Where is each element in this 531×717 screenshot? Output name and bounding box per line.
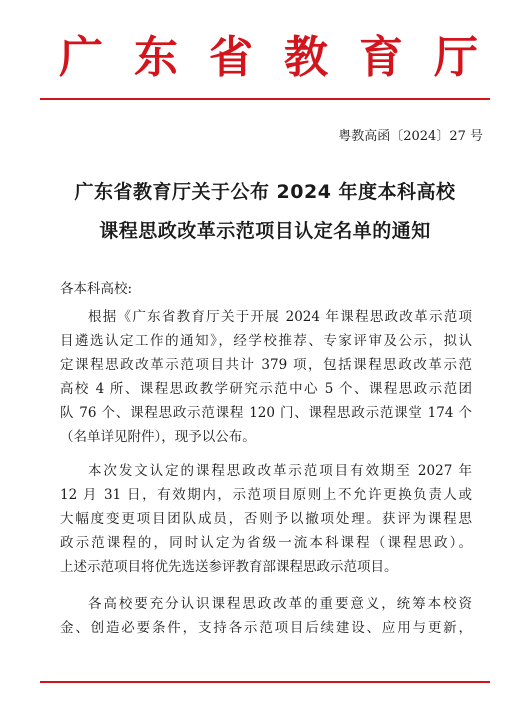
masthead-char: 省 [209, 32, 253, 83]
body-line: 上述示范项目将优先选送参评教育部课程思政示范项目。 [60, 559, 398, 575]
body-line: 定课程思政改革示范项目共计 379 项，包括课程思政改革示范 [60, 357, 472, 373]
body-line: 高校 4 所、课程思政教学研究示范中心 5 个、课程思政示范团 [60, 381, 472, 397]
masthead-char: 教 [284, 32, 328, 83]
masthead-char: 厅 [434, 32, 478, 83]
body-line: 政示范课程的，同时认定为省级一流本科课程（课程思政）。 [60, 535, 472, 551]
document-title-line: 广东省教育厅关于公布 2024 年度本科高校 [74, 181, 456, 203]
footer-separator-rule [40, 681, 490, 683]
masthead-char: 东 [134, 32, 178, 83]
masthead-separator-rule [40, 98, 490, 100]
masthead-char: 育 [359, 32, 403, 83]
document-title-line: 课程思政改革示范项目认定名单的通知 [99, 220, 431, 242]
body-line: 各高校要充分认识课程思政改革的重要意义，统筹本校资 [88, 596, 472, 612]
body-line: 大幅度变更项目团队成员，否则予以撤项处理。获评为课程思 [60, 511, 472, 527]
body-line: （名单详见附件），现予以公布。 [60, 429, 256, 445]
body-line: 金、创造必要条件，支持各示范项目后续建设、应用与更新， [60, 620, 472, 636]
body-line: 12 月 31 日，有效期内，示范项目原则上不允许更换负责人或 [60, 487, 472, 503]
body-line: 目遴选认定工作的通知》，经学校推荐、专家评审及公示，拟认 [60, 333, 472, 349]
document-number: 粤教高函〔2024〕27 号 [338, 129, 483, 144]
salutation: 各本科高校: [60, 281, 133, 297]
body-line: 本次发文认定的课程思政改革示范项目有效期至 2027 年 [88, 463, 472, 479]
masthead [0, 30, 531, 86]
masthead-char: 广 [59, 32, 103, 83]
body-line: 队 76 个、课程思政示范课程 120 门、课程思政示范课堂 174 个 [60, 405, 472, 421]
body-line: 根据《广东省教育厅关于开展 2024 年课程思政改革示范项 [88, 309, 472, 325]
